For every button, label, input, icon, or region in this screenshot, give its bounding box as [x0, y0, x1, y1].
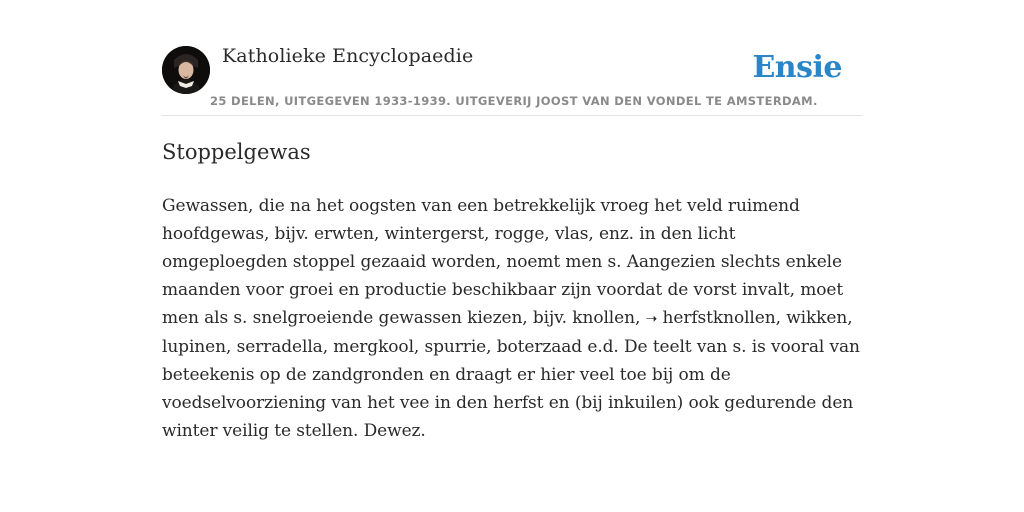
- portrait-icon[interactable]: [162, 46, 210, 94]
- source-subtitle: 25 DELEN, UITGEGEVEN 1933-1939. UITGEVERIJ JOOST VAN DEN VONDEL TE AMSTERDAM.: [210, 94, 818, 108]
- article-container: [162, 0, 862, 441]
- entry-text-part-1: Gewassen, die na het oogsten van een betrekkelijk vroeg het veld ruimend hoofdgewas, bijv. erwten, wintergerst, rogge, vlas, enz. in den licht omgeploegden stoppel gezaaid worden, noemt men s. Aangezien slechts enkele maanden voor groei en productie beschikbaar zijn voordat de vorst invalt, moet men als s. snelgroeiende gewassen kiezen, bijv. knollen,: [162, 196, 844, 328]
- brand-logo[interactable]: Ensie: [752, 50, 842, 85]
- entry-body: [162, 192, 862, 445]
- entry-headword: Stoppelgewas: [162, 140, 311, 164]
- entry-text-part-2: herfstknollen, wikken, lupinen, serradella, mergkool, spurrie, boterzaad e.d. De teelt van s. is vooral van beteekenis op de zandgronden en draagt er hier veel toe bij om de voedselvoorziening van het vee in den herfst en (bij inkuilen) ook gedurende den winter veilig te stellen. Dewez.: [162, 308, 860, 441]
- header: [162, 0, 862, 116]
- source-title[interactable]: Katholieke Encyclopaedie: [222, 45, 474, 67]
- cross-reference-arrow-icon[interactable]: ➝: [645, 311, 658, 327]
